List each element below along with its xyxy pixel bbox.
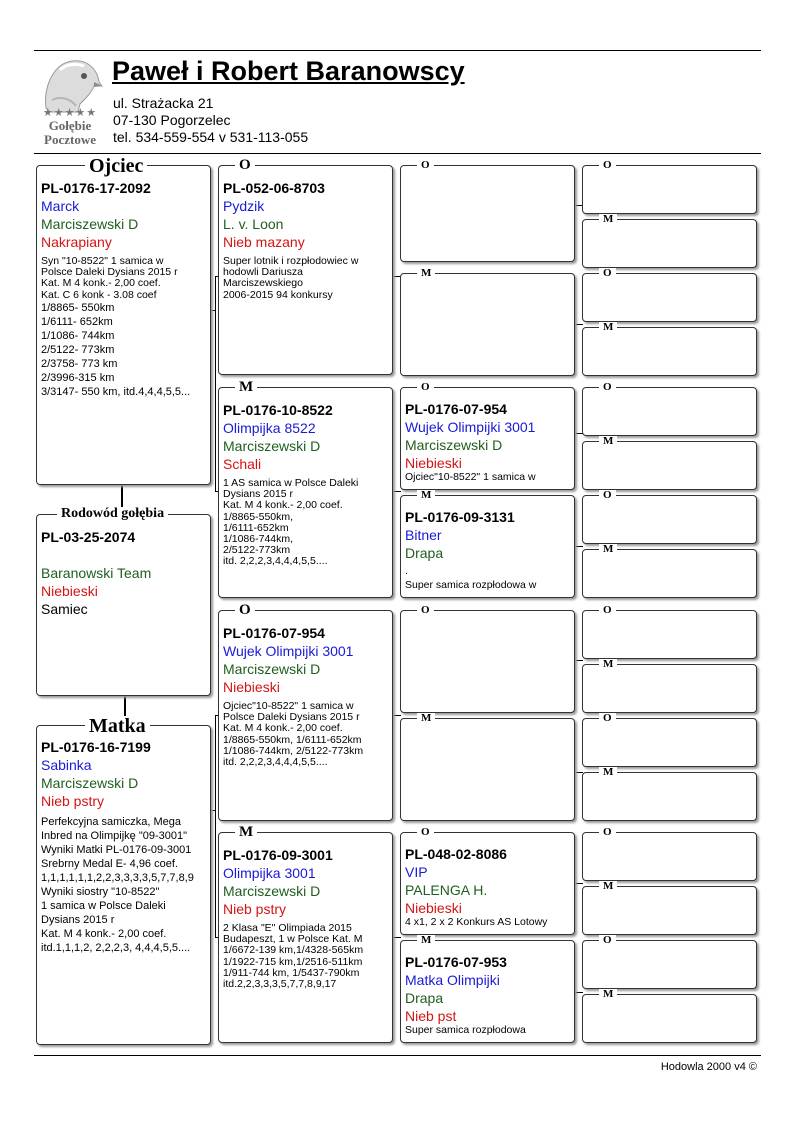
fm-legend: M [235, 380, 257, 395]
fm-description [223, 478, 389, 568]
ff-card[interactable] [218, 157, 393, 375]
mf-breeder: Marciszewski D [223, 661, 321, 677]
mmm-name: Matka Olimpijki [405, 972, 500, 988]
c4-legend: O [599, 382, 616, 393]
fm-name: Olimpijka 8522 [223, 420, 316, 436]
father-color: Nakrapiany [41, 234, 112, 250]
mother-breeder: Marciszewski D [41, 775, 139, 791]
c4-card-5[interactable] [582, 381, 757, 436]
footer-text: Hodowla 2000 v4 © [660, 1061, 757, 1073]
c4-card-1[interactable] [582, 159, 757, 214]
desc-line: Wyniki siostry "10-8522" [41, 886, 160, 898]
fm-ring: PL-0176-10-8522 [223, 402, 333, 418]
desc-line: 2/3758- 773 km [41, 357, 118, 370]
c4-card-15[interactable] [582, 934, 757, 989]
header-top-rule [34, 50, 761, 51]
desc-line: Wyniki Matki PL-0176-09-3001 [41, 844, 192, 856]
mf-legend: O [235, 603, 255, 618]
c4-card-13[interactable] [582, 826, 757, 881]
c4-card-11[interactable] [582, 712, 757, 767]
fmf-legend: O [417, 382, 434, 393]
desc-line: 1/1086-744km, [223, 533, 294, 546]
c4-card-14[interactable] [582, 880, 757, 935]
fmm-card[interactable] [400, 489, 575, 598]
desc-line: 2006-2015 94 konkursy [223, 288, 333, 301]
connector-fm-out [393, 491, 401, 492]
mother-ring: PL-0176-16-7199 [41, 739, 151, 755]
mm-ring: PL-0176-09-3001 [223, 847, 333, 863]
ff-breeder: L. v. Loon [223, 216, 284, 232]
mfm-card[interactable] [400, 712, 575, 821]
logo-text-line2: Pocztowe [44, 132, 96, 147]
father-ring: PL-0176-17-2092 [41, 180, 151, 196]
ff-legend: O [235, 158, 255, 173]
desc-line: Super samica rozpłodowa [405, 1024, 526, 1036]
c4-legend: M [599, 436, 617, 447]
c4-card-7[interactable] [582, 489, 757, 544]
c4-card-2[interactable] [582, 213, 757, 268]
desc-line: itd. 2,2,2,3,4,4,4,5,5.... [223, 756, 328, 769]
connector-mm-out [393, 937, 401, 938]
desc-line: 2/3996-315 km [41, 371, 115, 384]
desc-line: Ojciec"10-8522" 1 samica w [223, 700, 354, 712]
desc-line: Inbred na Olimpijkę "09-3001" [41, 830, 188, 842]
desc-line: Kat. M 4 konk.- 2,00 coef. [223, 722, 343, 735]
fff-legend: O [417, 160, 434, 171]
desc-line: Perfekcyjna samiczka, Mega [41, 816, 181, 828]
mmf-ring: PL-048-02-8086 [405, 846, 507, 862]
mm-legend: M [235, 825, 257, 840]
desc-line: Super lotnik i rozpłodowiec w [223, 255, 359, 267]
desc-line: 1/1922-715 km,1/2516-511km [223, 955, 363, 968]
connector-c3-5 [575, 660, 583, 661]
mmf-breeder: PALENGA H. [405, 882, 488, 898]
fmm-breeder: Drapa [405, 545, 444, 561]
mmf-color: Niebieski [405, 900, 462, 916]
fmm-description [405, 580, 571, 591]
mm-description [223, 923, 389, 990]
mmm-legend: M [417, 935, 435, 946]
desc-line: 1/1086-744km, 2/5122-773km [223, 744, 364, 757]
desc-line: Ojciec"10-8522" 1 samica w [405, 471, 536, 483]
ff-description [223, 256, 389, 301]
c4-legend: M [599, 544, 617, 555]
desc-line: 1,1,1,1,1,1,2,2,3,3,3,3,5,7,7,8,9 [41, 872, 194, 884]
header-bottom-rule [34, 153, 761, 154]
mmf-legend: O [417, 827, 434, 838]
desc-line: Kat. M 4 konk.- 2,00 coef. [41, 277, 161, 290]
c4-legend: M [599, 989, 617, 1000]
desc-line: itd.2,2,3,3,3,5,7,7,8,9,17 [223, 978, 337, 991]
subject-breeder: Baranowski Team [41, 565, 152, 581]
desc-line: Syn "10-8522" 1 samica w [41, 255, 164, 267]
fm-color: Schali [223, 456, 262, 472]
desc-line: 1/6672-139 km,1/4328-565km [223, 944, 364, 957]
father-legend: Ojciec [85, 156, 147, 176]
desc-line: Kat. C 6 konk - 3.08 coef [41, 288, 157, 301]
mmf-card[interactable] [400, 826, 575, 935]
mf-description [223, 701, 389, 768]
mm-name: Olimpijka 3001 [223, 865, 316, 881]
desc-line: 1/911-744 km, 1/5437-790km [223, 966, 360, 979]
desc-line: 2/5122-773km [223, 544, 291, 557]
connector-c3-7 [575, 883, 583, 884]
desc-line: 4 x1, 2 x 2 Konkurs AS Lotowy [405, 916, 548, 928]
logo-stars: ★★★★★ [42, 106, 98, 119]
desc-line: Budapeszt, 1 w Polsce Kat. M [223, 933, 363, 946]
ff-color: Nieb mazany [223, 234, 305, 250]
page-title: Paweł i Robert Baranowscy [112, 56, 465, 86]
mm-card[interactable] [218, 824, 393, 1043]
desc-line: 3/3147- 550 km, itd.4,4,4,5,5... [41, 385, 191, 398]
c4-legend: O [599, 160, 616, 171]
mfm-legend: M [417, 713, 435, 724]
c4-legend: O [599, 713, 616, 724]
desc-line: 1/1086- 744km [41, 329, 115, 342]
connector-father-vertical [215, 276, 216, 491]
c4-card-6[interactable] [582, 435, 757, 490]
fmm-name: Bitner [405, 527, 442, 543]
desc-line: 1/6111- 652km [41, 315, 113, 328]
fff-card[interactable] [400, 159, 575, 262]
father-card[interactable] [36, 155, 211, 485]
fmm-legend: M [417, 490, 435, 501]
fm-card[interactable] [218, 379, 393, 598]
mm-breeder: Marciszewski D [223, 883, 321, 899]
mf-card[interactable] [218, 602, 393, 821]
connector-mf-out [393, 715, 401, 716]
connector-c3-8 [575, 992, 583, 993]
desc-line: Super samica rozpłodowa w [405, 579, 537, 591]
mother-legend: Matka [85, 716, 150, 736]
fmf-color: Niebieski [405, 455, 462, 471]
logo-text-line1: Gołębie [48, 118, 92, 133]
fmf-name: Wujek Olimpijki 3001 [405, 419, 536, 435]
ffm-legend: M [417, 268, 435, 279]
footer-rule [34, 1055, 761, 1056]
mff-legend: O [417, 605, 434, 616]
mmm-breeder: Drapa [405, 990, 444, 1006]
address-line-1: ul. Strażacka 21 [113, 95, 214, 111]
c4-card-9[interactable] [582, 604, 757, 659]
desc-line: 2/5122- 773km [41, 343, 115, 356]
desc-line: Kat. M 4 konk.- 2,00 coef. [41, 928, 167, 940]
c4-card-16[interactable] [582, 988, 757, 1043]
desc-line: 1 samica w Polsce Daleki [41, 900, 166, 912]
mff-card[interactable] [400, 604, 575, 713]
c4-legend: O [599, 268, 616, 279]
father-breeder: Marciszewski D [41, 216, 139, 232]
c4-legend: M [599, 322, 617, 333]
fmm-color: . [405, 565, 409, 577]
subject-card[interactable] [36, 506, 211, 696]
father-name: Marck [41, 198, 80, 214]
c4-card-4[interactable] [582, 321, 757, 376]
logo [36, 56, 104, 148]
mother-card[interactable] [36, 715, 211, 1045]
desc-line: Polsce Daleki Dysians 2015 r [41, 266, 178, 279]
c4-legend: M [599, 214, 617, 225]
mmm-card[interactable] [400, 934, 575, 1043]
c4-legend: O [599, 827, 616, 838]
desc-line: 1/8865-550km, [223, 510, 294, 523]
ffm-card[interactable] [400, 267, 575, 376]
c4-legend: O [599, 490, 616, 501]
desc-line: Srebrny Medal E- 4,96 coef. [41, 858, 178, 870]
subject-ring: PL-03-25-2074 [41, 529, 136, 545]
c4-legend: M [599, 881, 617, 892]
father-description [41, 256, 207, 399]
desc-line: 1 AS samica w Polsce Daleki [223, 477, 359, 489]
mmm-ring: PL-0176-07-953 [405, 954, 507, 970]
desc-line: itd.1,1,1,2, 2,2,2,3, 4,4,4,5,5.... [41, 942, 191, 954]
fm-breeder: Marciszewski D [223, 438, 321, 454]
desc-line: 2 Klasa "E" Olimpiada 2015 [223, 922, 352, 934]
c4-card-10[interactable] [582, 658, 757, 713]
mother-name: Sabinka [41, 757, 92, 773]
c4-legend: M [599, 767, 617, 778]
c4-card-8[interactable] [582, 543, 757, 598]
mmm-color: Nieb pst [405, 1008, 457, 1024]
desc-line: 1/8865-550km, 1/6111-652km [223, 733, 362, 746]
c4-card-12[interactable] [582, 766, 757, 821]
address-line-3: tel. 534-559-554 v 531-113-055 [113, 129, 309, 145]
fmm-ring: PL-0176-09-3131 [405, 509, 515, 525]
fmf-ring: PL-0176-07-954 [405, 401, 507, 417]
mf-color: Niebieski [223, 679, 280, 695]
desc-line: Polsce Daleki Dysians 2015 r [223, 711, 360, 724]
fmf-breeder: Marciszewski D [405, 437, 503, 453]
desc-line: Dysians 2015 r [223, 488, 294, 501]
desc-line: 1/8865- 550km [41, 301, 115, 314]
mother-color: Nieb pstry [41, 793, 105, 809]
subject-legend: Rodowód gołębia [57, 507, 168, 521]
mf-ring: PL-0176-07-954 [223, 625, 325, 641]
fmf-card[interactable] [400, 381, 575, 490]
ff-ring: PL-052-06-8703 [223, 180, 325, 196]
address-line-2: 07-130 Pogorzelec [113, 112, 231, 128]
subject-color: Niebieski [41, 583, 98, 599]
ff-name: Pydzik [223, 198, 265, 214]
mmf-name: VIP [405, 864, 428, 880]
c4-card-3[interactable] [582, 267, 757, 322]
desc-line: Marciszewskiego [223, 277, 303, 290]
mother-description [41, 815, 207, 955]
desc-line: Dysians 2015 r [41, 914, 115, 926]
mmf-description [405, 917, 571, 928]
subject-sex: Samiec [41, 601, 88, 617]
c4-legend: O [599, 935, 616, 946]
c4-legend: M [599, 659, 617, 670]
connector-c3-2 [575, 324, 583, 325]
fmf-description [405, 472, 571, 483]
mf-name: Wujek Olimpijki 3001 [223, 643, 354, 659]
desc-line: itd. 2,2,2,3,4,4,4,5,5.... [223, 555, 328, 568]
desc-line: hodowli Dariusza [223, 266, 303, 279]
desc-line: Kat. M 4 konk.- 2,00 coef. [223, 499, 343, 512]
connector-mother-vertical [215, 715, 216, 937]
c4-legend: O [599, 605, 616, 616]
mmm-description [405, 1025, 571, 1036]
connector-c3-4 [575, 546, 583, 547]
desc-line: 1/6111-652km [223, 521, 289, 534]
mm-color: Nieb pstry [223, 901, 287, 917]
